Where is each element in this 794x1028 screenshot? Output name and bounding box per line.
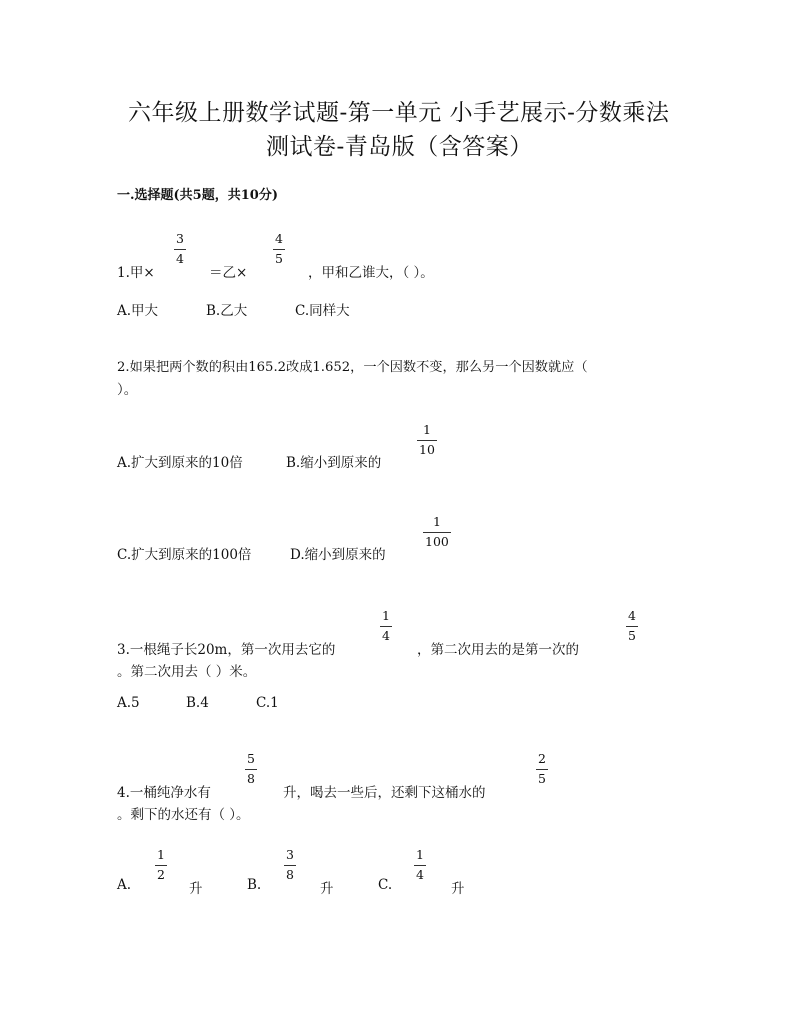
q2-stem-line1: 2.如果把两个数的积由165.2改成1.652，一个因数不变，那么另一个因数就应（ — [117, 360, 588, 375]
q4-fraction-2 — [536, 753, 548, 785]
q1-suffix: ，甲和乙谁大，（ ）。 — [308, 265, 434, 281]
q1-fraction-1-numerator: 3 — [176, 231, 184, 246]
q3-fraction-2-numerator: 4 — [628, 608, 636, 623]
q4-option-a[interactable]: A. — [117, 877, 132, 893]
q3-option-b[interactable]: B.4 — [186, 695, 209, 711]
q3-option-c[interactable]: C.1 — [256, 695, 279, 711]
q3-option-a[interactable]: A.5 — [117, 695, 140, 711]
q4-stem-line2: 。剩下的水还有（ ）。 — [117, 807, 250, 823]
q4-option-c-fraction-denominator: 4 — [416, 866, 424, 882]
q3-fraction-1-numerator: 1 — [382, 608, 390, 623]
q4-option-b-fraction-denominator: 8 — [286, 866, 294, 882]
q2-option-b-fraction — [417, 424, 437, 456]
q4-option-b[interactable]: B. — [247, 877, 262, 893]
q1-fraction-1 — [174, 233, 186, 265]
q4-option-c-unit: 升 — [451, 881, 465, 897]
q4-fraction-2-denominator: 5 — [538, 770, 546, 786]
q3-middle: ，第二次用去的是第一次的 — [417, 642, 579, 658]
q3-fraction-2-denominator: 5 — [628, 627, 636, 643]
page-title: 六年级上册数学试题-第一单元 小手艺展示-分数乘法 — [128, 100, 670, 126]
q2-option-d-fraction-numerator: 1 — [432, 514, 441, 529]
q2-option-b-fraction-numerator: 1 — [422, 422, 431, 437]
q1-option-c[interactable]: C.同样大 — [295, 303, 350, 319]
q4-option-b-unit: 升 — [320, 881, 334, 897]
q1-fraction-2 — [273, 233, 285, 265]
q4-middle: 升，喝去一些后，还剩下这桶水的 — [283, 785, 486, 801]
page-subtitle: 测试卷-青岛版（含答案） — [266, 134, 533, 160]
q4-prefix: 4.一桶纯净水有 — [117, 785, 211, 801]
q3-fraction-1-denominator: 4 — [382, 627, 390, 643]
q1-fraction-1-denominator: 4 — [176, 250, 184, 266]
q2-option-c[interactable]: C.扩大到原来的100倍 — [117, 547, 252, 563]
q1-option-a[interactable]: A.甲大 — [117, 303, 159, 319]
q1-prefix: 1.甲× — [117, 265, 155, 281]
q4-option-c-fraction-numerator: 1 — [416, 847, 424, 862]
section-heading: 一.选择题(共5题，共10分) — [117, 188, 278, 203]
q4-option-b-fraction-numerator: 3 — [286, 847, 294, 862]
q4-option-a-fraction-denominator: 2 — [157, 866, 165, 882]
q1-option-b[interactable]: B.乙大 — [206, 303, 248, 319]
q2-option-d-fraction — [423, 516, 451, 548]
q4-option-c[interactable]: C. — [378, 877, 393, 893]
q2-option-b-fraction-denominator: 10 — [419, 441, 435, 457]
q4-option-a-unit: 升 — [189, 881, 203, 897]
q3-prefix: 3.一根绳子长20m，第一次用去它的 — [117, 642, 336, 658]
q4-option-c-fraction — [414, 849, 426, 881]
q4-fraction-2-numerator: 2 — [538, 751, 546, 766]
q4-fraction-1-numerator: 5 — [247, 751, 255, 766]
q2-option-d[interactable]: D.缩小到原来的 — [290, 547, 386, 563]
q2-stem-line2: ）。 — [117, 382, 138, 398]
q3-fraction-2 — [626, 610, 638, 642]
q1-fraction-2-numerator: 4 — [275, 231, 283, 246]
q4-option-b-fraction — [284, 849, 296, 881]
q2-option-d-fraction-denominator: 100 — [425, 533, 449, 549]
q2-option-b[interactable]: B.缩小到原来的 — [286, 455, 382, 471]
q1-middle: ＝乙× — [209, 265, 248, 281]
q4-fraction-1-denominator: 8 — [247, 770, 255, 786]
q3-stem-line2: 。第二次用去（ ）米。 — [117, 664, 257, 680]
q4-option-a-fraction — [155, 849, 167, 881]
q4-fraction-1 — [245, 753, 257, 785]
q2-option-a[interactable]: A.扩大到原来的10倍 — [117, 455, 243, 471]
q1-fraction-2-denominator: 5 — [275, 250, 283, 266]
q3-fraction-1 — [380, 610, 392, 642]
q4-option-a-fraction-numerator: 1 — [157, 847, 165, 862]
